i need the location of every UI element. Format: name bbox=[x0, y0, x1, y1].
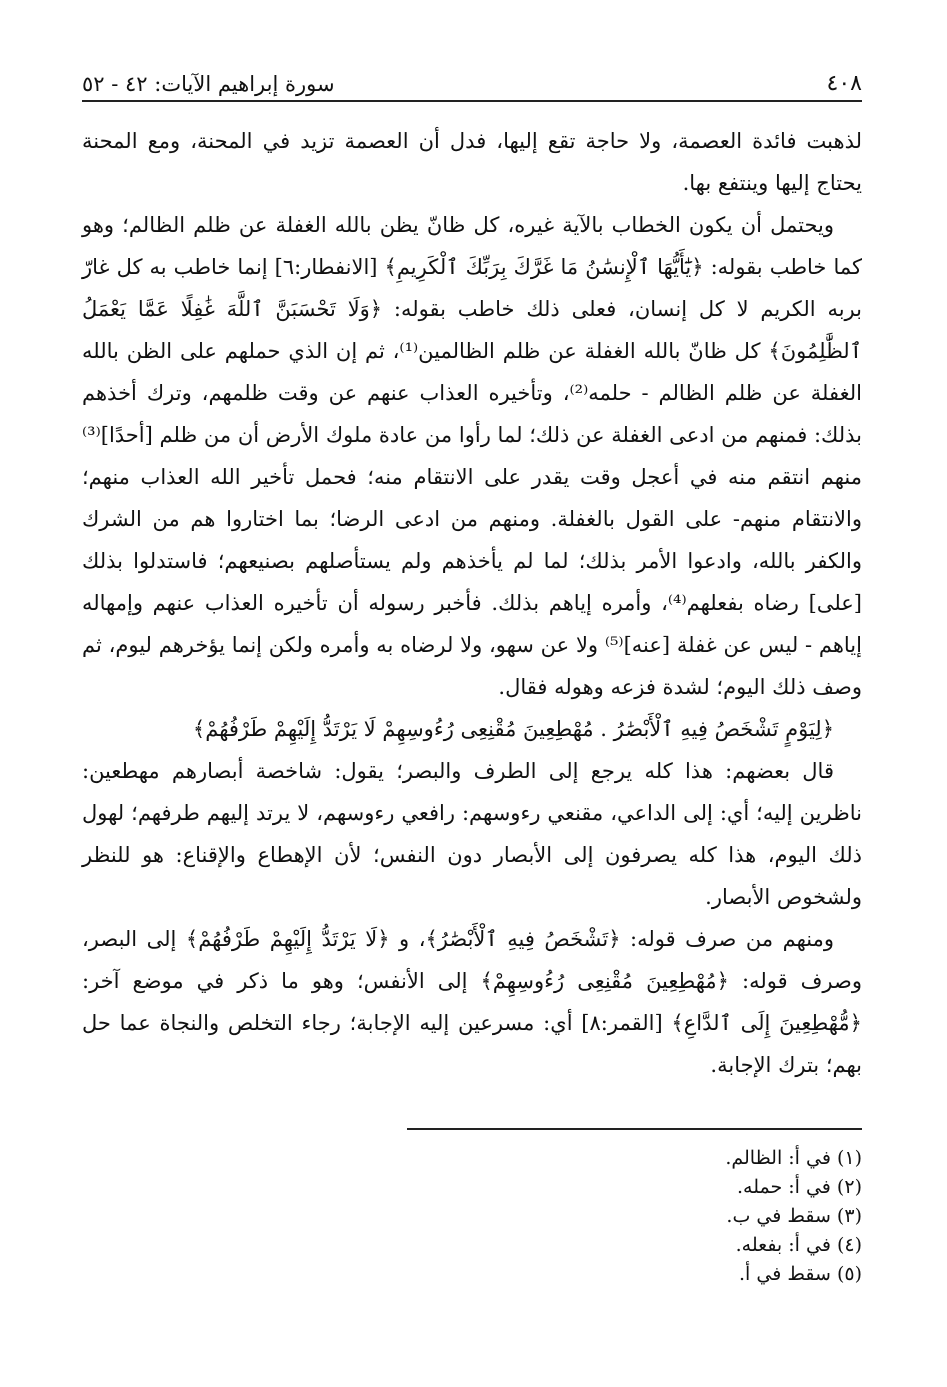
paragraph: لذهبت فائدة العصمة، ولا حاجة تقع إليها، فدل أن العصمة تزيد في المحنة، ومع المحنة يحتاج إليها وينتفع بها. bbox=[82, 129, 862, 195]
footnote: (١) في أ: الظالم. bbox=[725, 1147, 862, 1169]
page-number: ٤٠٨ bbox=[826, 71, 862, 96]
footnote: (٤) في أ: بفعله. bbox=[735, 1234, 862, 1256]
verse-line: ﴿لِيَوْمٍ تَشْخَصُ فِيهِ ٱلْأَبْصَٰرُ . مُهْطِعِينَ مُقْنِعِى رُءُوسِهِمْ لَا يَرْتَدُّ إِلَيْهِمْ طَرْفُهُمْ﴾ bbox=[192, 717, 834, 741]
paragraph: قال بعضهم: هذا كله يرجع إلى الطرف والبصر؛ يقول: شاخصة أبصارهم مهطعين: ناظرين إليه؛ أي: إلى الداعي، مقنعي رءوسهم: رافعي رءوسهم، لا يرتد إليهم طرفهم؛ لهول ذلك اليوم، هذا كله يصرفون إلى الأبصار دون النفس؛ لأن الإهطاع والإقناع: هو للنظر ولشخوص الأبصار. bbox=[82, 759, 862, 909]
footnote: (٥) سقط في أ. bbox=[739, 1263, 862, 1285]
footnotes bbox=[407, 1128, 862, 1289]
main-text bbox=[82, 120, 862, 1086]
footnote: (٣) سقط في ب. bbox=[726, 1205, 862, 1227]
paragraph: ويحتمل أن يكون الخطاب بالآية غيره، كل ظانّ يظن بالله الغفلة عن ظلم الظالم؛ وهو كما خاطب بقوله: ﴿يَٰٓأَيُّهَا ٱلْإِنسَٰنُ مَا غَرَّكَ بِرَبِّكَ ٱلْكَرِيمِ﴾ [الانفطار:٦] إنما خاطب به كل غارّ بربه الكريم لا كل إنسان، فعلى ذلك خاطب بقوله: ﴿وَلَا تَحْسَبَنَّ ٱللَّهَ غَٰفِلًا عَمَّا يَعْمَلُ ٱلظَّٰلِمُونَ﴾ كل ظانّ بالله الغفلة عن ظلم الظالمين⁽¹⁾، ثم إن الذي حملهم على الظن بالله الغفلة عن ظلم الظالم - حلمه⁽²⁾، وتأخيره العذاب عنهم عن وقت ظلمهم، وترك أخذهم بذلك: فمنهم من ادعى الغفلة عن ذلك؛ لما رأوا من عادة ملوك الأرض أن من ظلم [أحدًا]⁽³⁾ منهم انتقم منه في أعجل وقت يقدر على الانتقام منه؛ فحمل تأخير الله العذاب منهم؛ والانتقام منهم- على القول بالغفلة. ومنهم من ادعى الرضا؛ بما اختاروا هم من الشرك والكفر بالله، وادعوا الأمر بذلك؛ لما لم يأخذهم ولم يستأصلهم بصنيعهم؛ فاستدلوا بذلك [على] رضاه بفعلهم⁽⁴⁾، وأمره إياهم بذلك. فأخبر رسوله أن تأخيره العذاب عنهم وإمهاله إياهم - ليس عن غفلة [عنه]⁽⁵⁾ ولا عن سهو، ولا لرضاه به وأمره ولكن إنما يؤخرهم ليوم، ثم وصف ذلك اليوم؛ لشدة فزعه وهوله فقال. bbox=[82, 213, 862, 699]
page-header bbox=[82, 62, 862, 102]
running-title: سورة إبراهيم الآيات: ٤٢ - ٥٢ bbox=[82, 72, 335, 96]
footnote: (٢) في أ: حمله. bbox=[736, 1176, 862, 1198]
paragraph: ومنهم من صرف قوله: ﴿تَشْخَصُ فِيهِ ٱلْأَبْصَٰرُ﴾، و ﴿لَا يَرْتَدُّ إِلَيْهِمْ طَرْفُهُمْ﴾ إلى البصر، وصرف قوله: ﴿مُهْطِعِينَ مُقْنِعِى رُءُوسِهِمْ﴾ إلى الأنفس؛ وهو ما ذكر في موضع آخر: ﴿مُّهْطِعِينَ إِلَى ٱلدَّاعِ﴾ [القمر:٨] أي: مسرعين إليه الإجابة؛ رجاء التخلص والنجاة عما حل بهم؛ بترك الإجابة. bbox=[82, 927, 862, 1077]
